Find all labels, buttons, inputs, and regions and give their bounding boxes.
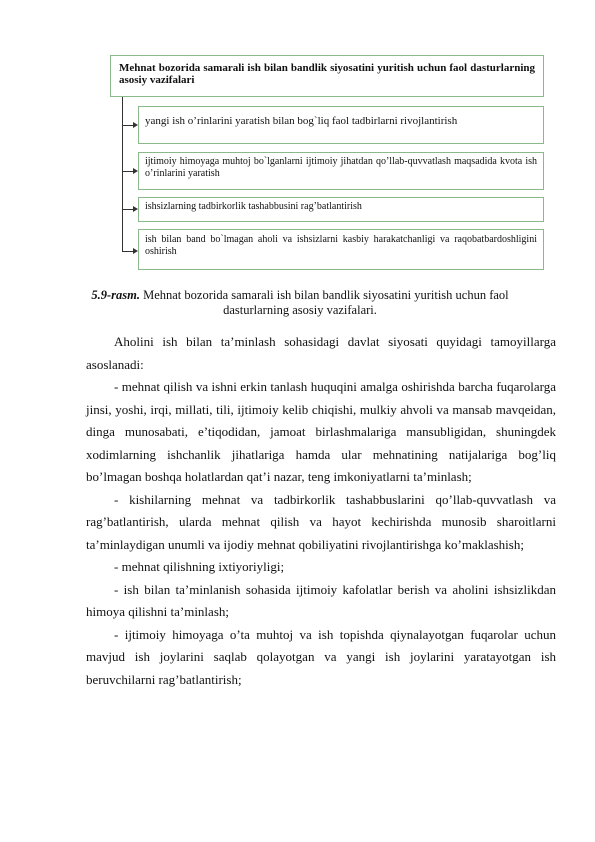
diagram-connector-vertical	[122, 97, 123, 252]
paragraph: - ijtimoiy himoyaga o’ta muhtoj va ish topishda qiynalayotgan fuqarolar uchun mavjud ish joylarini saqlab qolayotgan va yangi ish joylarini yaratayotgan ish beruvchilarni rag’batlantirish;	[86, 626, 556, 687]
diagram-item	[138, 197, 544, 222]
paragraph: - kishilarning mehnat va tadbirkorlik tashabbuslarini qo’llab-quvvatlash va rag’batlantirish, ularda mehnat qilish va hayot kechirishda munosib sharoitlarni ta’minlaydigan unumli va ijodiy mehnat qobiliyatini rivojlantirishga ko’maklashish;	[86, 491, 556, 552]
figure-caption	[80, 288, 520, 318]
diagram-item	[138, 229, 544, 270]
paragraph: - mehnat qilishning ixtiyoriyligi;	[114, 559, 285, 574]
diagram-item-text: yangi ish o’rinlarini yaratish bilan bog`liq faol tadbirlarni rivojlantirish	[145, 115, 458, 127]
paragraph: - mehnat qilish va ishni erkin tanlash huquqini amalga oshirishda barcha fuqarolarga jinsi, yoshi, irqi, millati, tili, ijtimoiy kelib chiqishi, mulkiy ahvoli va mansab mavqeidan, dinga munosabati, e’tiqodidan, jamoat birlashmalariga mansubligidan, shuningdek xodimlarning ishchanlik jihatlariga hamda ular mehnatining natijalariga bog’liq bo’lmagan boshqa holatlardan qat’i nazar, teng imkoniyatlarni ta’minlash;	[86, 379, 556, 484]
paragraph: Aholini ish bilan ta’minlash sohasidagi davlat siyosati quyidagi tamoyillarga asoslanadi:	[86, 334, 556, 372]
body-text	[86, 331, 556, 691]
paragraph: - ish bilan ta’minlanish sohasida ijtimoiy kafolatlar berish va aholini ishsizlikdan himoya qilishni ta’minlash;	[86, 581, 556, 619]
diagram-item-text: ish bilan band bo`lmagan aholi va ishsizlarni kasbiy harakatchanligi va raqobatbardoshligini oshirish	[145, 234, 537, 257]
diagram-item-text: ijtimoiy himoyaga muhtoj bo`lganlarni ijtimoiy jihatdan qo’llab-quvvatlash maqsadida kvota ish o’rinlarini yaratish	[145, 156, 537, 179]
tasks-diagram	[0, 0, 595, 280]
diagram-item	[138, 152, 544, 190]
diagram-item-text: ishsizlarning tadbirkorlik tashabbusini rag’batlantirish	[145, 201, 362, 212]
figure-caption-text: Mehnat bozorida samarali ish bilan bandlik siyosatini yuritish uchun faol dasturlarning asosiy vazifalari.	[143, 288, 509, 317]
diagram-title: Mehnat bozorida samarali ish bilan bandlik siyosatini yuritish uchun faol dasturlarning asosiy vazifalari	[119, 62, 535, 86]
diagram-item	[138, 106, 544, 144]
figure-number: 5.9-rasm.	[91, 288, 140, 302]
diagram-title-box	[110, 55, 544, 97]
